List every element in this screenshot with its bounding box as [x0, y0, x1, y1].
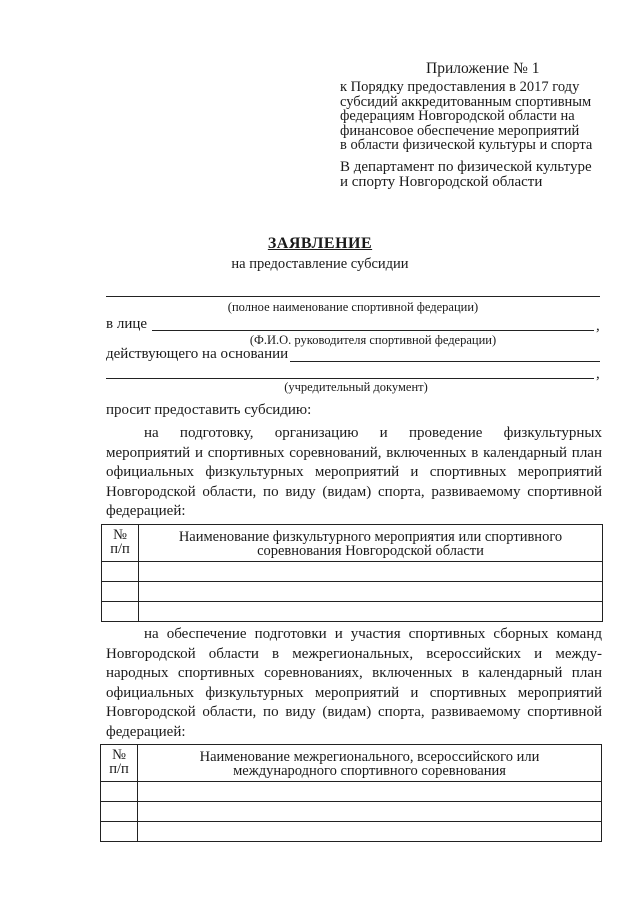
- appendix-line: финансовое обеспечение мероприятий: [340, 122, 580, 139]
- appendix-line: субсидий аккредитованным спортивным: [340, 93, 592, 110]
- table-cell[interactable]: [101, 822, 138, 842]
- col-number-header: [102, 525, 139, 562]
- table-cell[interactable]: [102, 602, 139, 622]
- table-cell[interactable]: [138, 822, 602, 842]
- appendix-line: к Порядку предоставления в 2017 году: [340, 79, 580, 95]
- table-row: [101, 782, 602, 802]
- paragraph-line: народных спортивных соревнованиях, включенных в календарный план: [106, 665, 602, 681]
- table-row: [102, 582, 603, 602]
- table-row: [102, 562, 603, 582]
- table-cell[interactable]: [139, 602, 603, 622]
- table-row: [102, 602, 603, 622]
- founding-document-caption: (учредительный документ): [284, 380, 428, 394]
- paragraph-line: Новгородской области, по виду (видам) спорта, развиваемому спортивной: [106, 483, 602, 500]
- acting-basis-label: действующего на основании: [106, 346, 289, 362]
- table-header-row: [101, 745, 602, 782]
- paragraph-line: официальных физкультурных мероприятий и спортивных мероприятий: [106, 684, 602, 701]
- paragraph-line: Новгородской области, по виду (видам) спорта, развиваемому спортивной: [106, 704, 602, 720]
- table-cell[interactable]: [138, 802, 602, 822]
- paragraph-line: федерацией:: [106, 503, 186, 519]
- federation-name-caption: (полное наименование спортивной федерации): [227, 300, 479, 314]
- founding-document-field-cont[interactable]: [106, 378, 594, 379]
- head-name-caption: (Ф.И.О. руководителя спортивной федерации): [249, 333, 497, 347]
- table-cell[interactable]: [102, 582, 139, 602]
- appendix-title: Приложение № 1: [426, 60, 540, 77]
- table-row: [101, 802, 602, 822]
- col-name-header: [138, 745, 602, 782]
- addressee-line: и спорту Новгородской области: [340, 174, 543, 190]
- col-number-label: №: [112, 747, 126, 763]
- section1-paragraph: [106, 424, 602, 522]
- paragraph-line: мероприятий и спортивных соревнований, включенных в календарный план: [106, 444, 602, 461]
- table-cell[interactable]: [139, 562, 603, 582]
- paragraph-line: на обеспечение подготовки и участия спортивных сборных команд: [144, 626, 602, 642]
- table-row: [101, 822, 602, 842]
- paragraph-line: официальных физкультурных мероприятий и спортивных мероприятий: [106, 464, 602, 480]
- document-title: ЗАЯВЛЕНИЕ: [267, 235, 373, 252]
- comma: ,: [596, 318, 600, 334]
- request-intro: просит предоставить субсидию:: [106, 402, 312, 418]
- paragraph-line: федерацией:: [106, 723, 186, 740]
- col-name-label: международного спортивного соревнования: [233, 763, 506, 779]
- table-cell[interactable]: [101, 802, 138, 822]
- col-number-label: №: [113, 527, 127, 543]
- col-name-header: [139, 525, 603, 562]
- appendix-line: в области физической культуры и спорта: [340, 137, 593, 153]
- col-name-label: Наименование физкультурного мероприятия или спортивного: [178, 529, 563, 545]
- table-header-row: [102, 525, 603, 562]
- events-table: [101, 524, 603, 622]
- col-name-label: Наименование межрегионального, всероссийского или: [199, 749, 540, 765]
- section2-paragraph: [106, 625, 602, 742]
- founding-document-field[interactable]: [290, 361, 600, 362]
- col-number-header: [101, 745, 138, 782]
- document-subtitle: на предоставление субсидии: [231, 256, 409, 272]
- appendix-reference: [340, 80, 610, 153]
- paragraph-line: Новгородской области в межрегиональных, всероссийских и между-: [106, 645, 602, 662]
- col-number-label: п/п: [109, 761, 129, 777]
- table-cell[interactable]: [139, 582, 603, 602]
- head-name-field[interactable]: [152, 330, 594, 331]
- addressee-line: В департамент по физической культуре: [340, 159, 592, 175]
- paragraph-line: на подготовку, организацию и проведение физкультурных: [144, 425, 602, 441]
- col-number-label: п/п: [110, 541, 130, 557]
- in-person-label: в лице: [106, 316, 148, 332]
- addressee: [340, 160, 610, 190]
- competitions-table: [100, 744, 602, 842]
- col-name-label: соревнования Новгородской области: [257, 543, 484, 559]
- table-cell[interactable]: [138, 782, 602, 802]
- table-cell[interactable]: [101, 782, 138, 802]
- appendix-line: федерациям Новгородской области на: [340, 108, 575, 124]
- federation-name-field[interactable]: [106, 296, 600, 297]
- table-cell[interactable]: [102, 562, 139, 582]
- comma: ,: [596, 366, 600, 382]
